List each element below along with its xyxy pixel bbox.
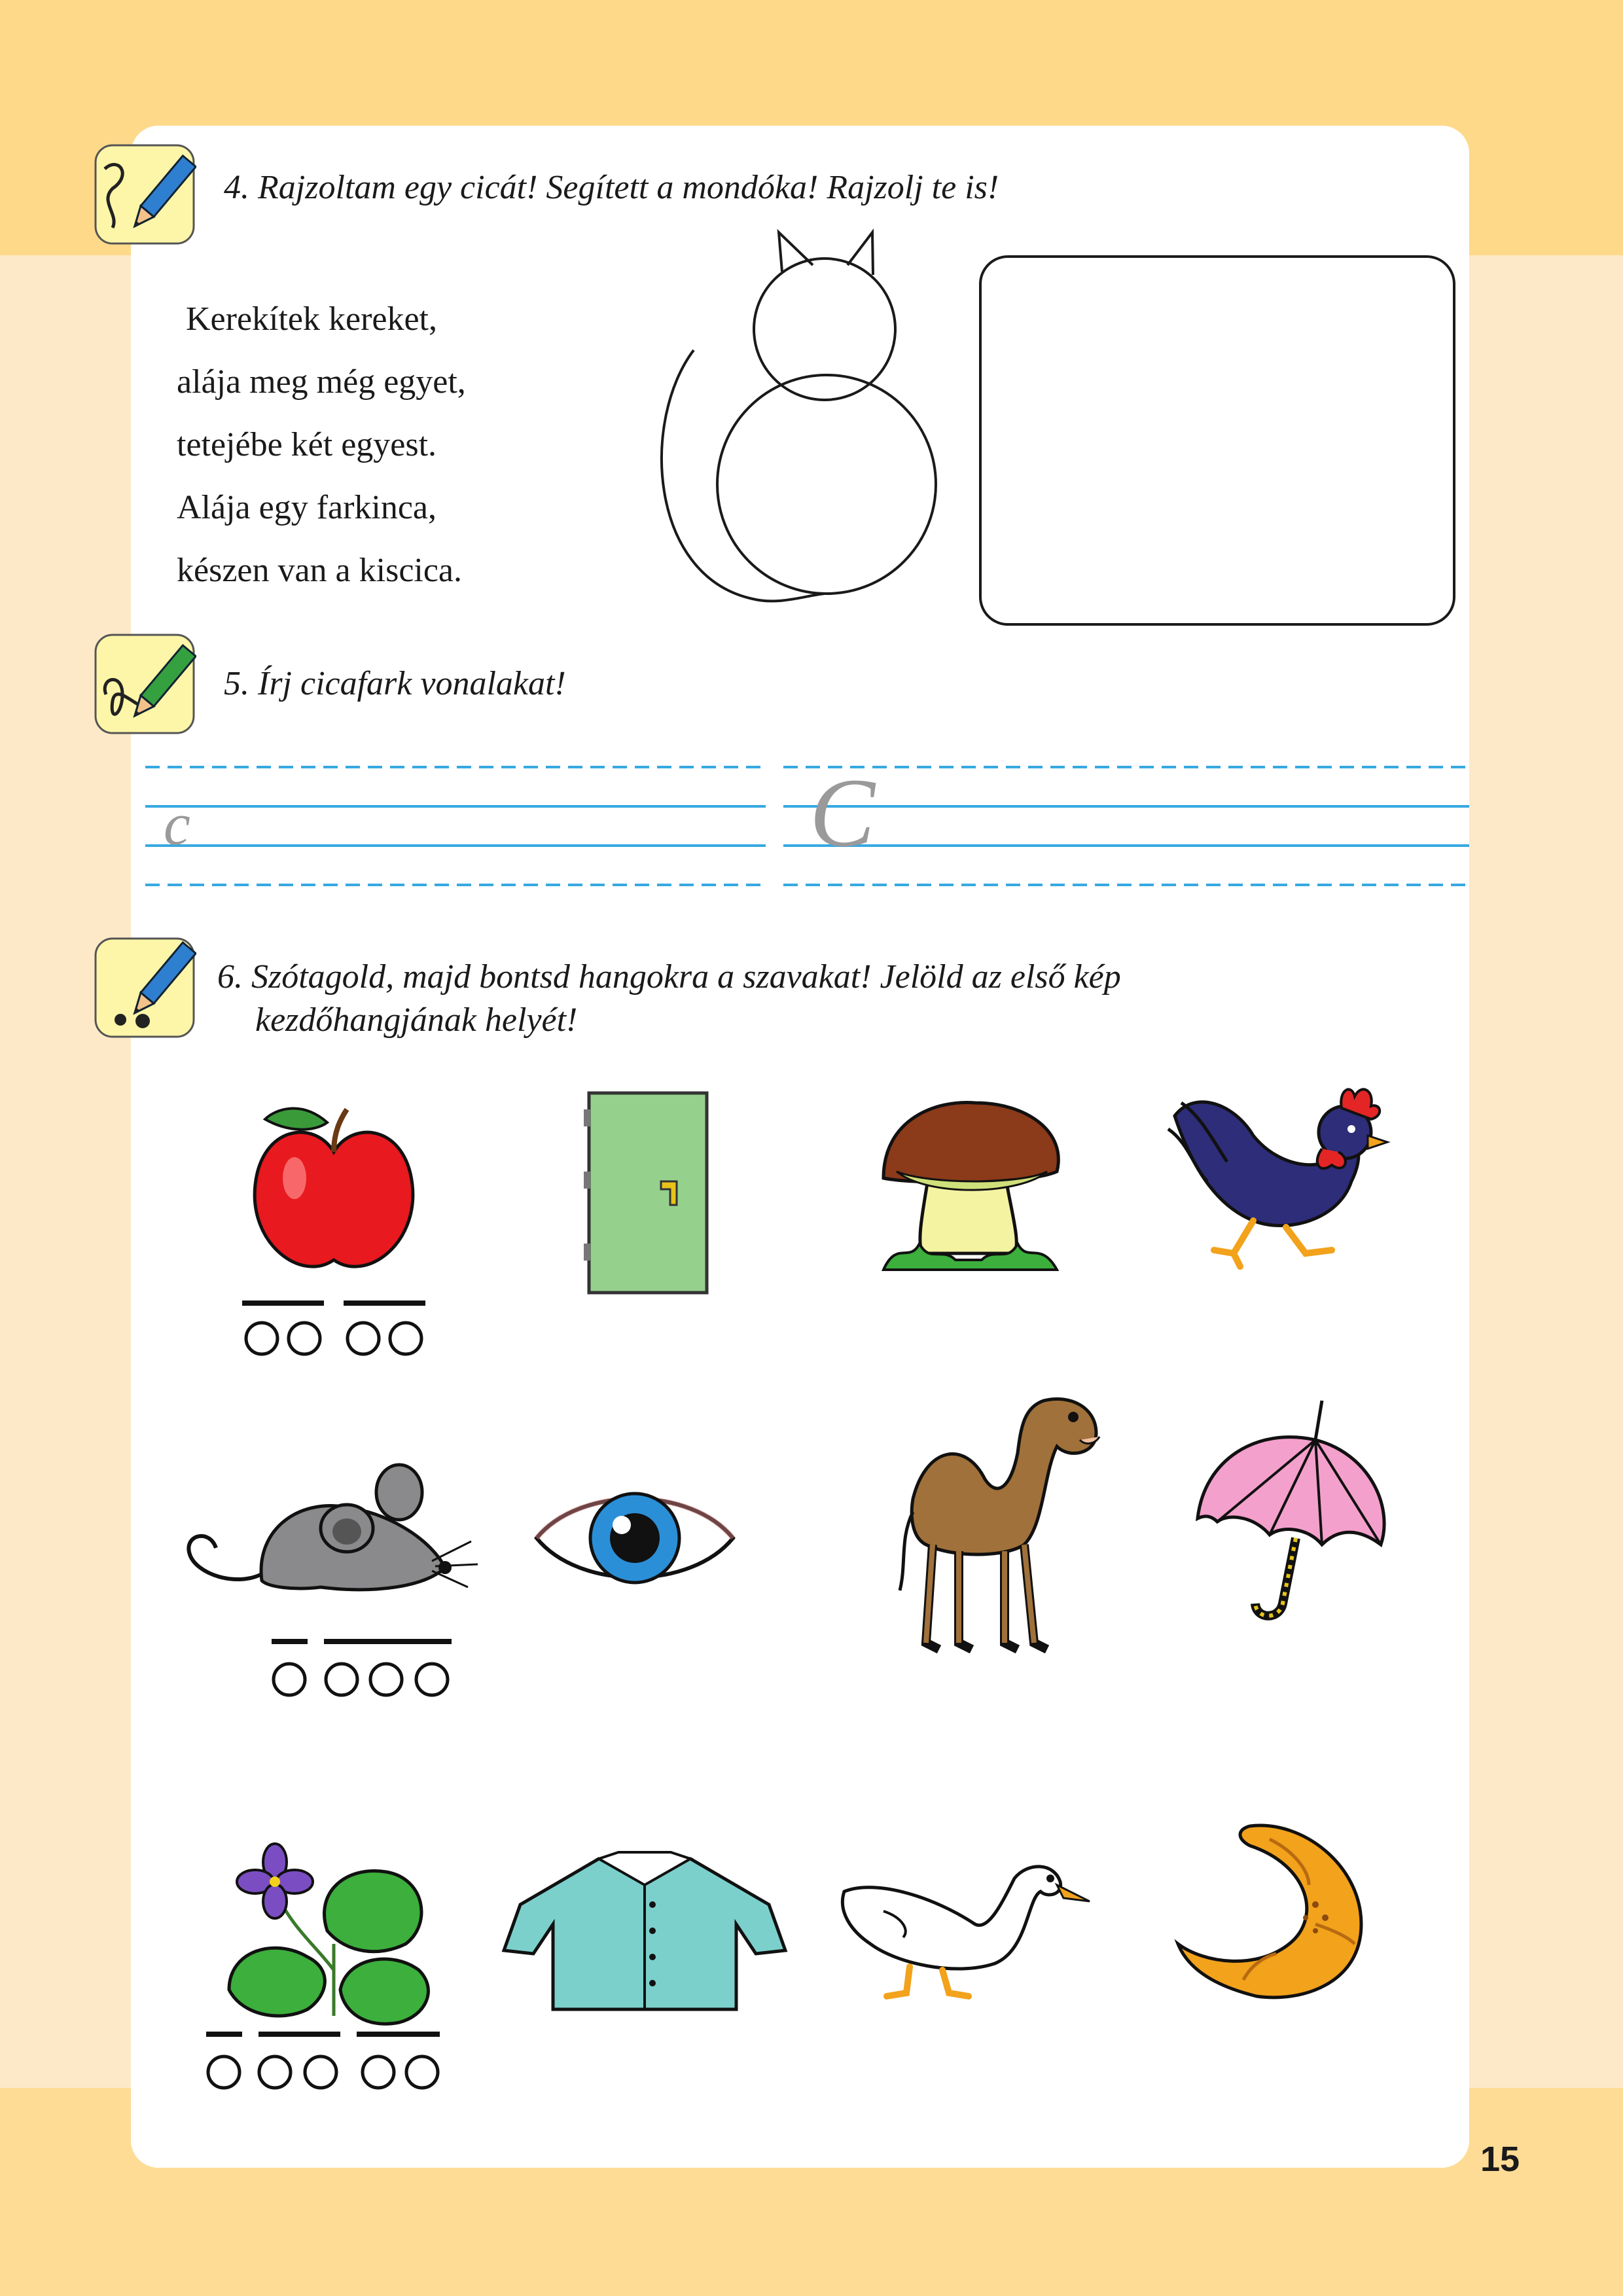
task-6-title-line2: kezdőhangjának helyét! bbox=[255, 1001, 578, 1039]
sample-c-capital: C bbox=[810, 759, 876, 867]
task-4-title: 4. Rajzoltam egy cicát! Segített a mondóka! Rajzolj te is! bbox=[224, 169, 999, 206]
camel-picture bbox=[874, 1381, 1116, 1669]
goose-picture bbox=[831, 1852, 1099, 2009]
cat-drawing bbox=[641, 223, 949, 628]
mouse-picture bbox=[177, 1456, 484, 1620]
poem-line: tetejébe két egyest. bbox=[177, 426, 437, 463]
syllable-marks-violet bbox=[203, 2029, 452, 2094]
pencil-writing-icon bbox=[93, 632, 196, 736]
drawing-box[interactable] bbox=[979, 255, 1455, 626]
syllable-marks-mouse bbox=[268, 1636, 458, 1702]
poem-line: készen van a kiscica. bbox=[177, 552, 463, 589]
poem-line: alája meg még egyet, bbox=[177, 363, 466, 401]
sample-c-small: c bbox=[164, 791, 190, 857]
shirt-picture bbox=[494, 1846, 795, 2016]
rooster-picture bbox=[1155, 1077, 1397, 1280]
poem-line: Alája egy farkinca, bbox=[177, 489, 437, 526]
croissant-picture bbox=[1165, 1813, 1381, 2009]
task-5-title: 5. Írj cicafark vonalakat! bbox=[224, 665, 566, 702]
violet-picture bbox=[216, 1839, 438, 2029]
door-picture bbox=[569, 1080, 720, 1306]
pencil-drawing-icon bbox=[93, 143, 196, 246]
apple-picture bbox=[236, 1093, 432, 1289]
mushroom-picture bbox=[870, 1086, 1073, 1283]
poem-line: Kerekítek kereket, bbox=[186, 300, 438, 338]
poem bbox=[177, 288, 466, 602]
pencil-dots-icon bbox=[93, 936, 196, 1039]
page-number: 15 bbox=[1480, 2140, 1520, 2179]
writing-lines[interactable] bbox=[145, 759, 1469, 890]
umbrella-picture bbox=[1178, 1388, 1400, 1636]
syllable-marks-apple bbox=[239, 1299, 435, 1358]
eye-picture bbox=[527, 1473, 743, 1604]
task-6-title-line1: 6. Szótagold, majd bontsd hangokra a szavakat! Jelöld az első kép bbox=[217, 958, 1121, 996]
